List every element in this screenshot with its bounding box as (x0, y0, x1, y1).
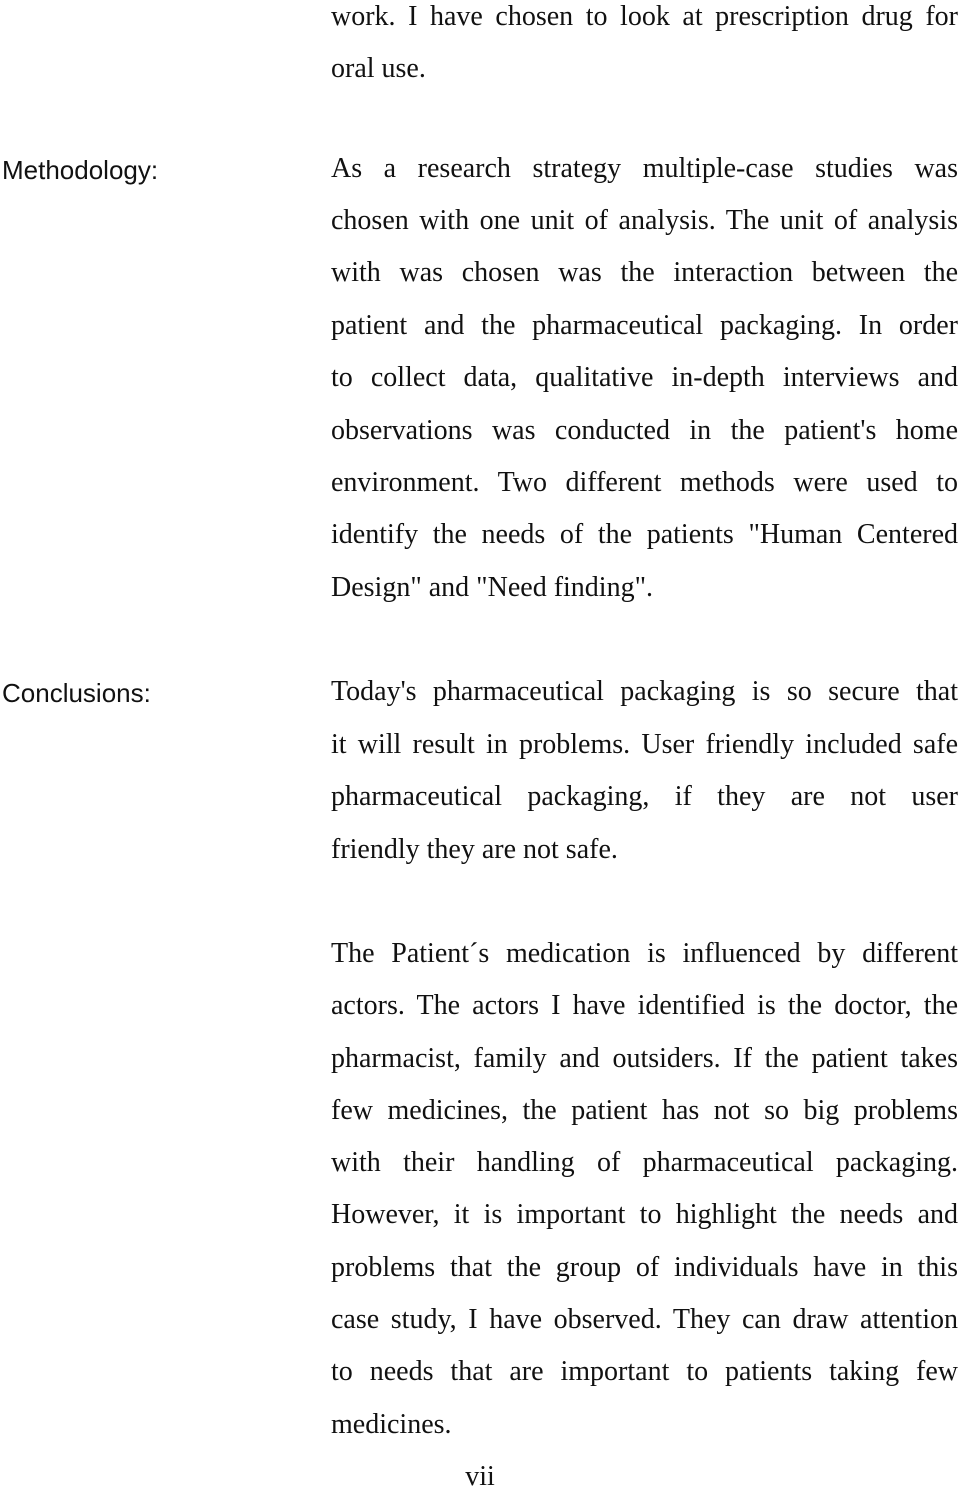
conclusions-line: The Patient´s medication is influenced by different (331, 938, 958, 969)
methodology-line: Design" and "Need finding". (331, 572, 653, 603)
conclusions-line: pharmacist, family and outsiders. If the patient takes (331, 1043, 958, 1074)
conclusions-line: problems that the group of individuals have in this (331, 1252, 958, 1283)
methodology-line: patient and the pharmaceutical packaging. In order (331, 310, 958, 341)
conclusions-line: it will result in problems. User friendly included safe (331, 729, 958, 760)
conclusions-line: friendly they are not safe. (331, 834, 618, 865)
conclusions-line: to needs that are important to patients taking few (331, 1356, 958, 1387)
conclusions-line: actors. The actors I have identified is the doctor, the (331, 990, 958, 1021)
methodology-line: observations was conducted in the patient's home (331, 415, 958, 446)
conclusions-line: medicines. (331, 1409, 452, 1440)
methodology-line: environment. Two different methods were used to (331, 467, 958, 498)
conclusions-line: However, it is important to highlight the needs and (331, 1199, 958, 1230)
page-number (0, 1460, 960, 1494)
conclusions-label: Conclusions: (2, 678, 151, 708)
methodology-line: chosen with one unit of analysis. The unit of analysis (331, 205, 958, 236)
page-number-text: vii (465, 1461, 495, 1492)
conclusions-line: few medicines, the patient has not so big problems (331, 1095, 958, 1126)
conclusions-line: with their handling of pharmaceutical packaging. (331, 1147, 958, 1178)
conclusions-line: case study, I have observed. They can draw attention (331, 1304, 958, 1335)
methodology-line: to collect data, qualitative in-depth interviews and (331, 362, 958, 393)
intro-line: work. I have chosen to look at prescription drug for (331, 1, 958, 32)
methodology-line: with was chosen was the interaction between the (331, 257, 958, 288)
conclusions-line: pharmaceutical packaging, if they are not user (331, 781, 958, 812)
methodology-line: As a research strategy multiple-case studies was (331, 153, 958, 184)
intro-line: oral use. (331, 53, 426, 84)
conclusions-line: Today's pharmaceutical packaging is so secure that (331, 676, 958, 707)
methodology-label: Methodology: (2, 155, 159, 185)
methodology-line: identify the needs of the patients "Human Centered (331, 519, 958, 550)
